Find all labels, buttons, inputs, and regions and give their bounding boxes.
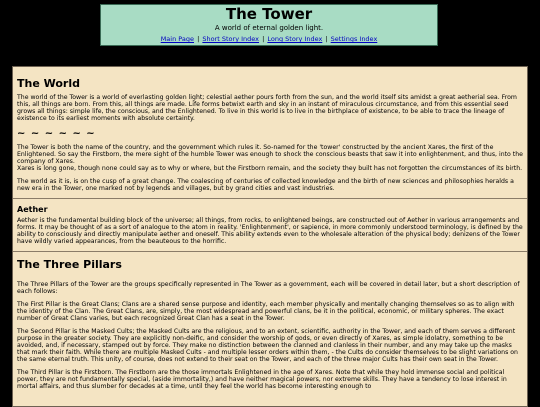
pillars-paragraph-2: The First Pillar is the Great Clans; Clans are a shared sense purpose and identity, each member physically and mentally changing themselves so as to align with the identity of the Clan. The Great Clans, are, simply, the most widespread and powerful clans, be it in the political, economic, or military spheres. The exact number of Great Clans varies, but each recognized Great Clan has a seat in the Tower. [17,301,515,322]
pillars-heading: The Three Pillars [17,258,122,271]
pillars-paragraph-4: The Third Pillar is the Firstborn. The Firstborn are the those immortals Enlightened in the age of Xares. Note that while they hold immense social and political power, they are not fundamentally special, (aside immortality,) and have neither magical powers, nor extreme skills. They have a tendency to lose interest in mortal affairs, and thus slumber for decades at a time, until they feel the world has become interesting enough to [17,369,507,390]
site-subtitle: A world of eternal golden light. [214,24,324,32]
section-divider [13,251,527,252]
aether-paragraph: Aether is the fundamental building block of the universe; all things, from rocks, to enlightened beings, are constructed out of Aether in various arrangements and forms. It may be thought of as a sort of analogue to the atom in reality. 'Enlightenment', or sapience, in more commonly understood terminology, is defined by the ability to consciously and directly manipulate aether and oneself. This ability extends even to the wholesale alteration of the physical body; denizens of the Tower have wildly varied appearances, from the beauteous to the horrific. [17,217,523,245]
nav-separator: | [262,35,265,43]
nav-separator: | [325,35,328,43]
section-divider [13,198,527,199]
site-title: The Tower [225,5,313,23]
nav-link-settings-index[interactable]: Settings Index [330,35,378,43]
world-paragraph-1: The world of the Tower is a world of everlasting golden light; celestial aether pours forth from the sun, and the world itself sits amidst a great aetherial sea. From this, all things are born. From this, all things are made. Life forms betwixt earth and sky in an instant of miraculous circumstance, and from this essential seed grows all things: simple life, the conscious, and the Enlightened. To live in this world is to live in the birthplace of existence, to be able to trace the lineage of existence to its earliest moments with absolute certainty. [17,94,517,122]
world-paragraph-2b: Xares is long gone, though none could say as to why or where, but the Firstborn remain, and the society they built has not forgotten the circumstances of its birth. [17,165,523,172]
pillars-paragraph-3: The Second Pillar is the Masked Cults; the Masked Cults are the religious, and to an extent, scientific, authority in the Tower, and each of them serves a different purpose in the greater society. They are explicitly non-deific, and consider the worship of gods, or even directly of Xares, as simple idolatry, something to be avoided, and, if necessary, stamped out by force. They make no distinction between the clanned and clanless in their number, and any may take up the masks that mark their faith. While there are multiple Masked Cults - and multiple lesser orders within them, - the Cults do consider themselves to be slight variations on the same eternal truth. This unity, of course, does not extend to their seat on the Tower, and each of the three major Cults has their own seat in the Tower. [17,328,518,363]
nav-link-long-story-index[interactable]: Long Story Index [267,35,323,43]
aether-heading: Aether [17,205,48,214]
world-section [13,77,527,192]
aether-section [13,205,527,245]
nav-link-main-page[interactable]: Main Page [160,35,195,43]
tilde-divider: ~ ~ ~ ~ ~ ~ [17,128,96,139]
nav-bar [101,35,437,44]
world-heading: The World [17,77,80,90]
pillars-section [13,258,527,390]
nav-link-short-story-index[interactable]: Short Story Index [202,35,260,43]
main-content [12,66,528,407]
site-header [100,4,438,46]
world-paragraph-3: The world as it is, is on the cusp of a great change. The coalescing of centuries of collected knowledge and the birth of new sciences and philosophies heralds a new era in the Tower, one marked not by legends and villages, but by grand cities and vast industries. [17,178,514,192]
pillars-paragraph-1: The Three Pillars of the Tower are the groups specifically represented in The Tower as a government, each will be covered in detail later, but a short description of each follows: [17,281,520,295]
nav-separator: | [197,35,200,43]
world-paragraph-2: The Tower is both the name of the country, and the government which rules it. So-named for the 'tower' constructed by the ancient Xares, the first of the Enlightened. So say the Firstborn, the mere sight of the humble Tower was enough to shock the conscious beasts that saw it into enlightenment, and thus, into the company of Xares. [17,144,523,165]
